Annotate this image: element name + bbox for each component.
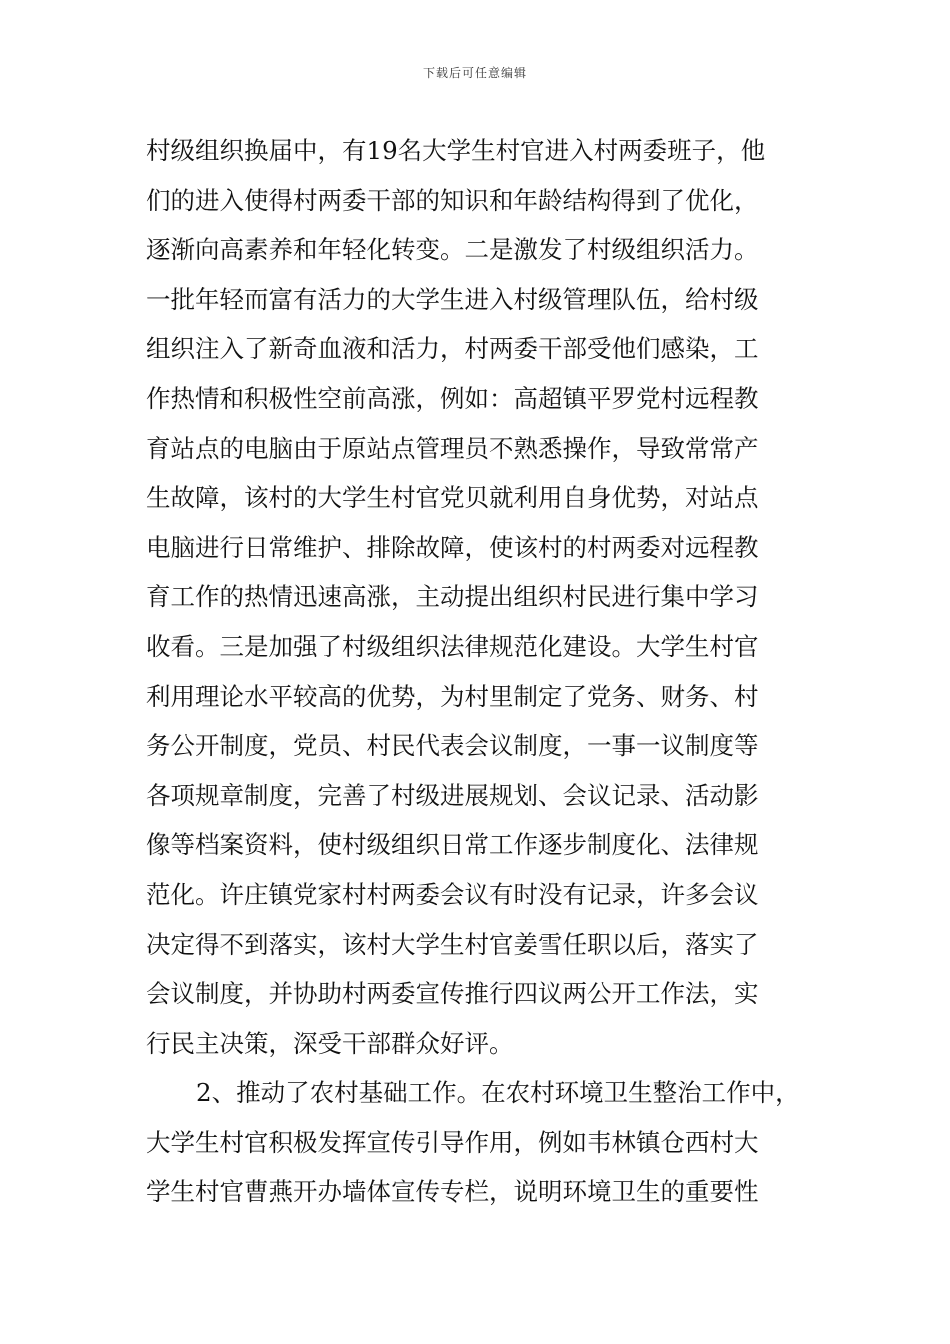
document-body: [146, 126, 814, 1217]
text-line: 务公开制度，党员、村民代表会议制度，一事一议制度等: [146, 731, 759, 761]
page-header: 下载后可任意编辑: [422, 66, 527, 80]
text-line: 生故障，该村的大学生村官党贝就利用自身优势，对站点: [146, 483, 759, 513]
text-line: 电脑进行日常维护、排除故障，使该村的村两委对远程教: [146, 532, 759, 562]
text-line: 会议制度，并协助村两委宣传推行四议两公开工作法，实: [146, 979, 759, 1009]
text-line: 育站点的电脑由于原站点管理员不熟悉操作，导致常常产: [146, 433, 759, 463]
text-line: 育工作的热情迅速高涨，主动提出组织村民进行集中学习: [146, 582, 759, 612]
text-line: 们的进入使得村两委干部的知识和年龄结构得到了优化，: [146, 185, 759, 215]
text-line: 学生村官曹燕开办墙体宣传专栏，说明环境卫生的重要性: [146, 1177, 759, 1207]
paragraph-start-line: 2、推动了农村基础工作。在农村环境卫生整治工作中，: [196, 1078, 800, 1108]
text-line: 范化。许庄镇党家村村两委会议有时没有记录，许多会议: [146, 879, 759, 909]
text-line: 一批年轻而富有活力的大学生进入村级管理队伍，给村级: [146, 284, 759, 314]
text-line: 利用理论水平较高的优势，为村里制定了党务、财务、村: [146, 681, 759, 711]
text-line: 村级组织换届中，有19名大学生村官进入村两委班子，他: [146, 136, 766, 165]
text-line: 作热情和积极性空前高涨，例如：高超镇平罗党村远程教: [146, 383, 759, 413]
text-line: 像等档案资料，使村级组织日常工作逐步制度化、法律规: [146, 830, 759, 860]
text-line: 行民主决策，深受干部群众好评。: [146, 1028, 514, 1058]
text-line: 大学生村官积极发挥宣传引导作用，例如韦林镇仓西村大: [146, 1127, 759, 1157]
text-line: 各项规章制度，完善了村级进展规划、会议记录、活动影: [146, 780, 759, 810]
text-line: 组织注入了新奇血液和活力，村两委干部受他们感染，工: [146, 334, 759, 364]
text-line: 收看。三是加强了村级组织法律规范化建设。大学生村官: [146, 631, 759, 661]
text-line: 决定得不到落实，该村大学生村官姜雪任职以后，落实了: [146, 929, 759, 959]
text-line: 逐渐向高素养和年轻化转变。二是激发了村级组织活力。: [146, 235, 759, 265]
